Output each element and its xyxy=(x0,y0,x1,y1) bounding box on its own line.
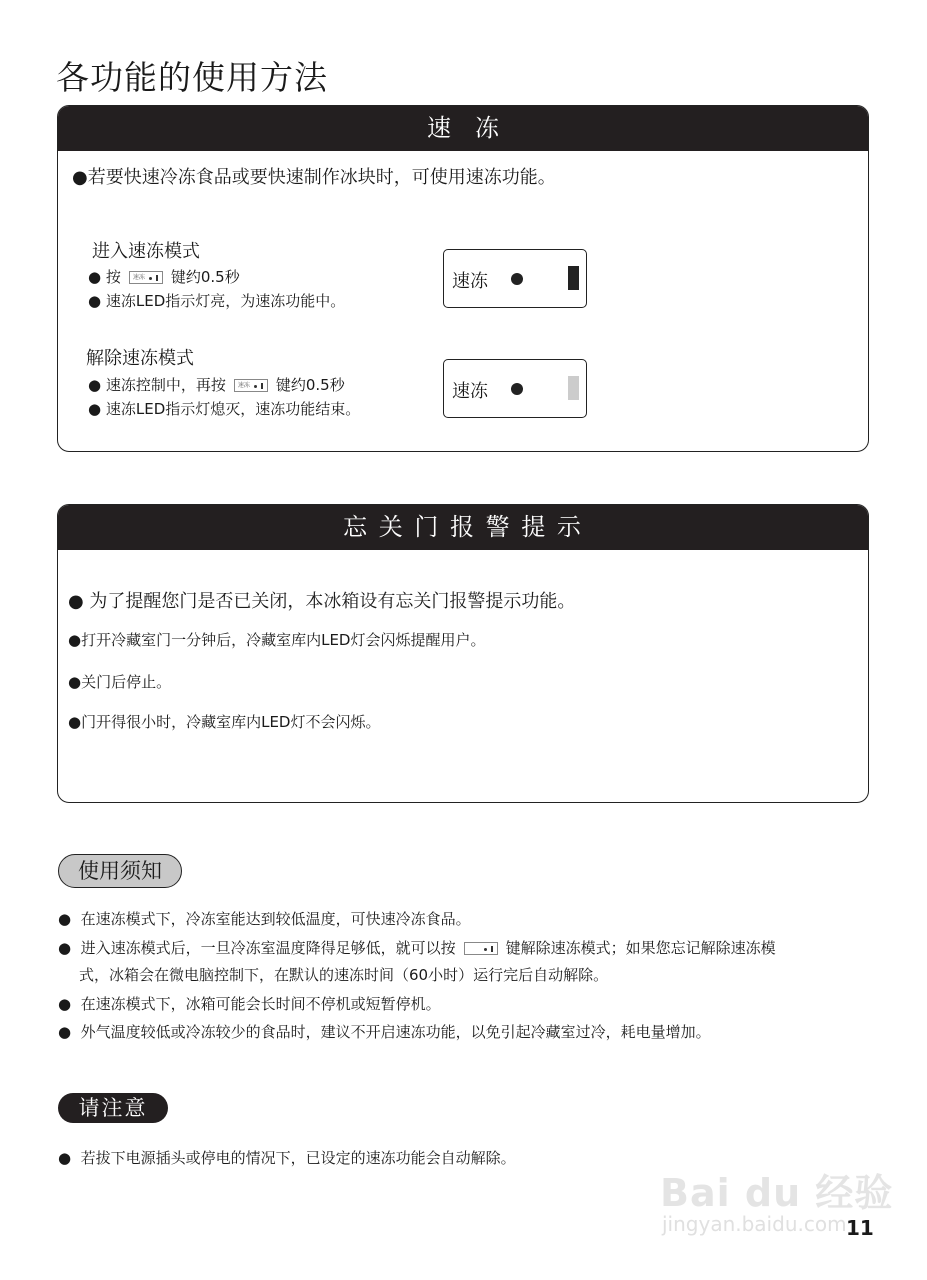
door-alarm-item: ●打开冷藏室门一分钟后，冷藏室库内LED灯会闪烁提醒用户。 xyxy=(68,631,486,649)
note-item: ● 在速冻模式下，冰箱可能会长时间不停机或短暂停机。 xyxy=(58,995,441,1013)
baidu-watermark-logo: Bai du 经验 xyxy=(660,1171,894,1215)
led-on-icon xyxy=(568,266,579,290)
quick-freeze-intro: ●若要快速冷冻食品或要快速制作冰块时，可使用速冻功能。 xyxy=(72,167,556,188)
door-alarm-section xyxy=(57,504,869,803)
page-title: 各功能的使用方法 xyxy=(56,58,328,97)
note-item: ● 在速冻模式下，冷冻室能达到较低温度，可快速冷冻食品。 xyxy=(58,910,471,928)
watermark-url: jingyan.baidu.com xyxy=(662,1212,847,1236)
door-alarm-item: ● 为了提醒您门是否已关闭，本冰箱设有忘关门报警提示功能。 xyxy=(68,591,576,612)
quick-freeze-key-icon: 速冻 xyxy=(129,271,163,284)
note-item-cont: 式，冰箱会在微电脑控制下，在默认的速冻时间（60小时）运行完后自动解除。 xyxy=(79,966,609,984)
note-item: ● 外气温度较低或冷冻较少的食品时，建议不开启速冻功能，以免引起冷藏室过冷，耗电量增加。 xyxy=(58,1023,711,1041)
exit-mode-title: 解除速冻模式 xyxy=(86,348,194,369)
page-number: 11 xyxy=(846,1216,874,1240)
panel-label: 速冻 xyxy=(452,271,488,292)
indicator-dot-icon xyxy=(511,273,523,285)
enter-step-1: ● 按 速冻 键约0.5秒 xyxy=(88,268,240,286)
notes-label: 使用须知 xyxy=(58,854,182,888)
caution-label: 请注意 xyxy=(58,1093,168,1123)
door-alarm-item: ●门开得很小时，冷藏室库内LED灯不会闪烁。 xyxy=(68,713,381,731)
indicator-dot-icon xyxy=(511,383,523,395)
quick-freeze-key-icon xyxy=(464,942,498,955)
led-panel-on xyxy=(443,249,587,308)
quick-freeze-header: 速 冻 xyxy=(58,106,868,151)
door-alarm-header: 忘 关 门 报 警 提 示 xyxy=(58,505,868,550)
exit-step-2: ● 速冻LED指示灯熄灭，速冻功能结束。 xyxy=(88,400,361,418)
quick-freeze-key-icon: 速冻 xyxy=(234,379,268,392)
enter-step-2: ● 速冻LED指示灯亮，为速冻功能中。 xyxy=(88,292,346,310)
exit-step-1: ● 速冻控制中，再按 速冻 键约0.5秒 xyxy=(88,376,345,394)
led-panel-off xyxy=(443,359,587,418)
door-alarm-item: ●关门后停止。 xyxy=(68,673,172,691)
panel-label: 速冻 xyxy=(452,381,488,402)
caution-item: ● 若拔下电源插头或停电的情况下，已设定的速冻功能会自动解除。 xyxy=(58,1149,516,1167)
enter-mode-title: 进入速冻模式 xyxy=(92,241,200,262)
led-off-icon xyxy=(568,376,579,400)
note-item: ● 进入速冻模式后，一旦冷冻室温度降得足够低，就可以按 键解除速冻模式；如果您忘记解除速冻模 xyxy=(58,939,776,957)
